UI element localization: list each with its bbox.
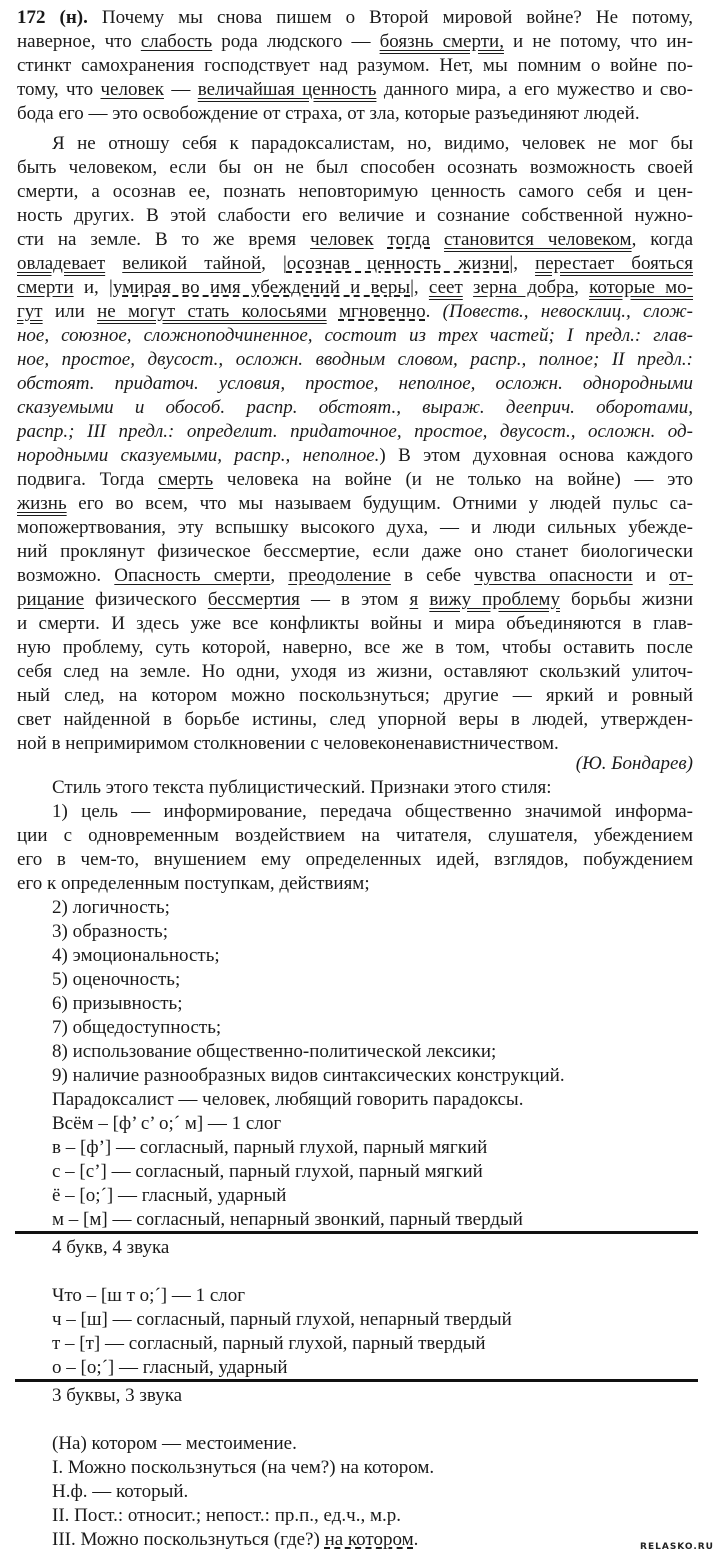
phonetic-2-row: т – [т] — согласный, парный глухой, парный твердый: [52, 1333, 486, 1354]
subject: слабость: [140, 31, 213, 52]
object: чувства опасности: [474, 565, 633, 586]
p1-line-4: [17, 78, 693, 101]
predicate: жизнь: [17, 493, 67, 514]
p2-line-10: ное, простое, двусост., осложн. вводным словом, распр., полное; II предл.:: [17, 349, 693, 370]
predicate: становится человеком: [444, 229, 632, 250]
text: [327, 301, 339, 322]
p1-line-3: стинкт самохранения господствует над разумом. Нет, мы помним о войне по-: [17, 55, 693, 76]
author-attribution: (Ю. Бондарев): [575, 753, 693, 774]
text: данного мира, а его мужество и сво-: [376, 79, 693, 100]
adverbial: осознав ценность жизни: [286, 253, 510, 274]
p2-line-26: ной в непримиримом столкновении с человеконенавистничеством.: [17, 733, 559, 754]
text: |,: [509, 253, 536, 274]
text: III. Можно поскользнуться (где?): [52, 1529, 325, 1550]
feature-1-line-2: ции с одновременным воздействием на читателя, слушателя, убеждением: [17, 825, 693, 846]
p2-line-3: смерти, а осознав ее, познать неповторимую ценность самого себя и цен-: [17, 181, 693, 202]
p2-line-13: распр.; III предл.: определит. придаточное, простое, двусост., осложн. од-: [17, 421, 693, 442]
text: возможно.: [17, 565, 115, 586]
object: великой тайной: [122, 253, 262, 274]
subject: человек: [100, 79, 164, 100]
predicate: перестает бояться: [535, 253, 693, 274]
text: и не потому, что ин-: [503, 31, 694, 52]
predicate: сеет: [428, 277, 463, 298]
exercise-number: 172 (н).: [17, 7, 88, 28]
text: тому, что: [17, 79, 101, 100]
text: ) В этом духовная основа каждого: [379, 445, 694, 466]
p2-line-22: ную проблему, суть которой, наверно, все же в том, чтобы оставить после: [17, 637, 693, 658]
predicate: не могут стать колосьями: [97, 301, 327, 322]
predicate: гут: [17, 301, 43, 322]
p2-line-16: [17, 492, 693, 515]
p2-line-18: ний проклянут физическое бессмертие, если даже оно станет биологически: [17, 541, 693, 562]
p1-line-5: бода его — это освобождение от страха, от зла, которые разъединяют людей.: [17, 103, 640, 124]
subject: от-: [669, 565, 693, 586]
phonetic-1-row: ё – [о;´] — гласный, ударный: [52, 1185, 287, 1206]
phonetic-2-total: 3 буквы, 3 звука: [52, 1385, 183, 1406]
text: его во всем, что мы называем будущим. Отними у людей пульс са-: [66, 493, 693, 514]
predicate: величайшая ценность: [197, 79, 377, 100]
feature-5: 5) оценочность;: [52, 969, 181, 990]
text: .: [425, 301, 443, 322]
morph-line-2: I. Можно поскользнуться (на чем?) на котором.: [52, 1457, 435, 1478]
p2-line-17: мопожертвования, эту вспышку высокого духа, — и люди сильных убежде-: [17, 517, 693, 538]
p2-line-9: ное, союзное, сложноподчиненное, состоит из трех частей; I предл.: глав-: [17, 325, 693, 346]
p1-line-1: [17, 6, 693, 29]
p2-line-23: себя след на земле. Но одни, уходя из жизни, оставляют скользкий улиточ-: [17, 661, 693, 682]
morph-line-4: II. Пост.: относит.; непост.: пр.п., ед.ч., м.р.: [52, 1505, 401, 1526]
feature-4: 4) эмоциональность;: [52, 945, 220, 966]
adverbial: мгновенно: [338, 301, 426, 322]
parse-note: нородными сказуемыми, распр., неполное.: [17, 445, 380, 466]
p2-line-1: Я не отношу себя к парадоксалистам, но, видимо, человек не мог бы: [52, 133, 693, 154]
p2-line-12: сказуемыми и обособ. распр. обстоят., выраж. дееприч. оборотами,: [17, 397, 693, 418]
text: ,: [270, 565, 289, 586]
text: борьбы жизни: [559, 589, 693, 610]
text: [418, 589, 429, 610]
adverbial: тогда: [387, 229, 431, 250]
divider: [15, 1231, 698, 1234]
p2-line-8: [17, 300, 693, 323]
text: [374, 229, 388, 250]
text: [430, 229, 444, 250]
text: и, |: [73, 277, 113, 298]
text: физического: [84, 589, 208, 610]
text: сти на земле. В то же время: [17, 229, 311, 250]
text: —: [163, 79, 198, 100]
object: смерти: [17, 277, 74, 298]
morph-line-3: Н.ф. — который.: [52, 1481, 189, 1502]
p2-line-19: [17, 564, 693, 587]
parse-note: (Повеств., невосклиц., слож-: [442, 301, 694, 322]
text: — в этом: [299, 589, 410, 610]
p1-line-2: [17, 30, 693, 53]
divider: [15, 1379, 698, 1382]
text: .: [413, 1529, 419, 1550]
predicate: которые мо-: [589, 277, 694, 298]
p2-line-5: [17, 228, 693, 251]
adverbial: умирая во имя убеждений и веры: [112, 277, 411, 298]
p2-line-7: [17, 276, 693, 299]
text: [463, 277, 473, 298]
phonetic-2-row: о – [о;´] — гласный, ударный: [52, 1357, 288, 1378]
text: человека на войне (и не только на войне) — это: [213, 469, 693, 490]
subject: смерть: [158, 469, 214, 490]
feature-8: 8) использование общественно-политической лексики;: [52, 1041, 497, 1062]
text: или: [42, 301, 98, 322]
p2-line-21: и смерти. И здесь уже все конфликты войны и мира объединяются в глав-: [17, 613, 693, 634]
p2-line-6: [17, 252, 693, 275]
phonetic-2-head: Что – [ш т о;´] — 1 слог: [52, 1285, 246, 1306]
text: |,: [410, 277, 429, 298]
object: зерна добра: [473, 277, 575, 298]
phonetic-2-row: ч – [ш] — согласный, парный глухой, непарный твердый: [52, 1309, 512, 1330]
adverbial: на котором: [324, 1529, 414, 1550]
phonetic-1-head: Всём – [ф’ с’ о;´ м] — 1 слог: [52, 1113, 282, 1134]
p2-line-20: [17, 588, 693, 611]
phonetic-1-row: м – [м] — согласный, непарный звонкий, парный твердый: [52, 1209, 523, 1230]
text: , когда: [631, 229, 694, 250]
subject: рицание: [17, 589, 85, 610]
subject: преодоление: [288, 565, 391, 586]
object: бессмертия: [207, 589, 300, 610]
feature-7: 7) общедоступность;: [52, 1017, 222, 1038]
feature-1-line-1: 1) цель — информирование, передача общественно значимой информа-: [52, 801, 693, 822]
text: наверное, что: [17, 31, 141, 52]
subject: я: [409, 589, 419, 610]
feature-3: 3) образность;: [52, 921, 169, 942]
p2-line-4: ность других. В этой слабости его величие и сознание собственной нужно-: [17, 205, 693, 226]
feature-2: 2) логичность;: [52, 897, 170, 918]
watermark: RELASKO.RU: [640, 1542, 714, 1552]
phonetic-1-total: 4 букв, 4 звука: [52, 1237, 170, 1258]
text: и: [632, 565, 670, 586]
text: подвига. Тогда: [17, 469, 159, 490]
feature-9: 9) наличие разнообразных видов синтаксических конструкций.: [52, 1065, 565, 1086]
style-heading: Стиль этого текста публицистический. Признаки этого стиля:: [52, 777, 552, 798]
text: , |: [261, 253, 287, 274]
text: рода людского —: [212, 31, 380, 52]
subject: Опасность смерти: [114, 565, 271, 586]
p2-line-14: [17, 444, 693, 467]
p2-line-2: быть человеком, если бы он не был способен осознать возможность своей: [17, 157, 693, 178]
phonetic-1-row: в – [ф’] — согласный, парный глухой, парный мягкий: [52, 1137, 488, 1158]
morph-line-1: (На) котором — местоимение.: [52, 1433, 297, 1454]
text: в себе: [390, 565, 475, 586]
text: ,: [574, 277, 590, 298]
morph-line-5: [52, 1528, 418, 1551]
phonetic-1-row: с – [с’] — согласный, парный глухой, парный мягкий: [52, 1161, 483, 1182]
p2-line-24: ный след, на котором можно поскользнуться; другие — яркий и ровный: [17, 685, 693, 706]
feature-1-line-4: его к определенным поступкам, действиям;: [17, 873, 370, 894]
p2-line-15: [17, 468, 693, 491]
subject: человек: [310, 229, 374, 250]
predicate: овладевает: [17, 253, 106, 274]
p2-line-25: свет найденной в борьбе истины, след упорной веры в людей, утвержден-: [17, 709, 693, 730]
p2-line-11: обстоят. придаточ. условия, простое, неполное, осложн. однородными: [17, 373, 693, 394]
definition: Парадоксалист — человек, любящий говорить парадоксы.: [52, 1089, 524, 1110]
feature-1-line-3: его в чем-то, внушением ему определенных идей, взглядов, побуждением: [17, 849, 693, 870]
text: [105, 253, 122, 274]
predicate: боязнь смерти,: [379, 31, 504, 52]
text: Почему мы снова пишем о Второй мировой войне? Не потому,: [87, 7, 693, 28]
feature-6: 6) призывность;: [52, 993, 183, 1014]
predicate: вижу проблему: [429, 589, 560, 610]
